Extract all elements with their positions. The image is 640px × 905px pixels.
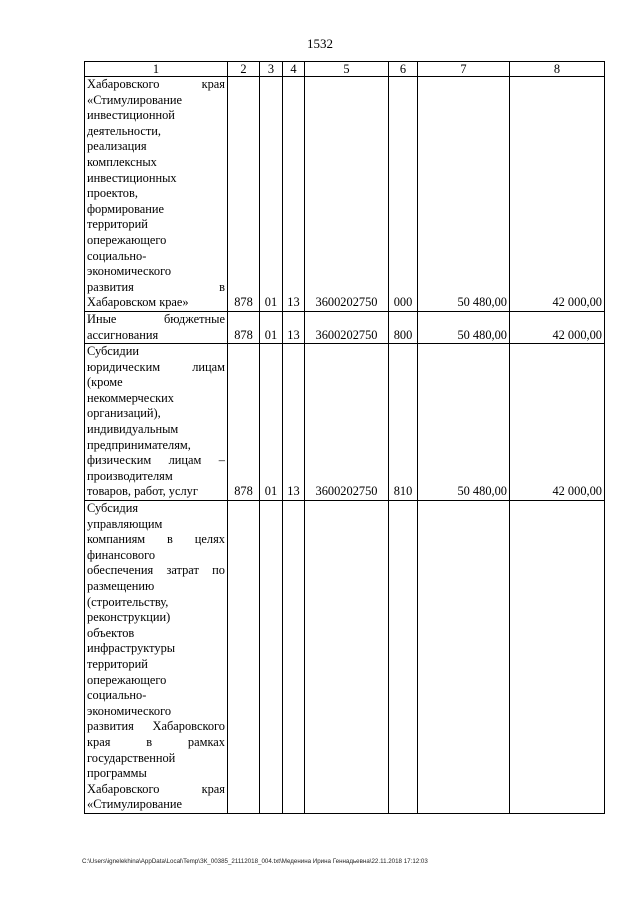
description-line: инвестиционной [87, 108, 175, 123]
description-line: деятельности, [87, 123, 162, 138]
description-line-last: Хабаровском крае» [87, 295, 189, 310]
expense-type-code [389, 501, 418, 814]
page-number: 1532 [307, 36, 333, 51]
description-line: программы [87, 766, 147, 781]
description-line: Субсидии [87, 344, 139, 359]
amount-col-8: 42 000,00 [510, 77, 605, 312]
header-col-2: 2 [228, 62, 260, 77]
description-line: реконструкции) [87, 610, 171, 625]
section-code [260, 501, 283, 814]
description-line: проектов, [87, 186, 138, 201]
table-row [85, 501, 605, 814]
description-line: размещению [87, 579, 155, 593]
amount-col-8 [510, 501, 605, 814]
description-line: обеспечения затрат по [87, 563, 225, 578]
table-row [85, 344, 605, 501]
description-line: Хабаровского края [87, 781, 225, 796]
description-line: формирование [87, 201, 165, 216]
description-line-last: товаров, работ, услуг [87, 484, 198, 499]
amount-col-8: 42 000,00 [510, 344, 605, 501]
description-line: территорий [87, 217, 148, 232]
admin-code: 878 [228, 311, 260, 343]
row-description [85, 311, 228, 343]
description-line: территорий [87, 656, 148, 671]
section-code: 01 [260, 77, 283, 312]
description-line-last: ассигнования [87, 327, 159, 342]
description-line: реализация [87, 139, 147, 154]
header-col-1: 1 [85, 62, 228, 77]
expense-type-code: 800 [389, 311, 418, 343]
expense-type-code: 000 [389, 77, 418, 312]
subsection-code: 13 [283, 311, 305, 343]
description-line-last: «Стимулирование [87, 797, 182, 812]
description-line: объектов [87, 625, 135, 640]
description-line: развития в [87, 279, 225, 294]
description-line: опережающего [87, 232, 167, 247]
row-description [85, 501, 228, 814]
description-line: юридическим лицам [87, 359, 225, 374]
header-col-6: 6 [389, 62, 418, 77]
description-line: «Стимулирование [87, 92, 182, 107]
row-description [85, 344, 228, 501]
amount-col-7: 50 480,00 [418, 311, 510, 343]
description-line: развития Хабаровского [87, 719, 225, 734]
target-article-code: 3600202750 [305, 311, 389, 343]
subsection-code: 13 [283, 344, 305, 501]
description-line: экономического [87, 703, 172, 718]
subsection-code [283, 501, 305, 814]
row-description [85, 77, 228, 312]
section-code: 01 [260, 311, 283, 343]
description-line: организаций), [87, 406, 161, 421]
target-article-code: 3600202750 [305, 344, 389, 501]
target-article-code [305, 501, 389, 814]
expense-type-code: 810 [389, 344, 418, 501]
admin-code: 878 [228, 344, 260, 501]
description-line: опережающего [87, 672, 167, 687]
header-col-4: 4 [283, 62, 305, 77]
description-line: Иные бюджетные [87, 311, 225, 326]
admin-code: 878 [228, 77, 260, 312]
description-line: экономического [87, 264, 172, 279]
description-line: Хабаровского края [87, 77, 225, 91]
budget-table [84, 61, 605, 814]
amount-col-8: 42 000,00 [510, 311, 605, 343]
description-line: Субсидия [87, 501, 139, 516]
description-line: финансового [87, 547, 156, 562]
section-code: 01 [260, 344, 283, 501]
amount-col-7: 50 480,00 [418, 77, 510, 312]
amount-col-7 [418, 501, 510, 814]
target-article-code: 3600202750 [305, 77, 389, 312]
description-line: (кроме [87, 375, 123, 390]
description-line: некоммерческих [87, 390, 174, 405]
description-line: государственной [87, 750, 176, 765]
amount-col-7: 50 480,00 [418, 344, 510, 501]
description-line: края в рамках [87, 734, 225, 749]
header-col-5: 5 [305, 62, 389, 77]
description-line: социально- [87, 248, 147, 263]
description-line: управляющим [87, 516, 163, 531]
description-line: (строительству, [87, 594, 169, 609]
description-line: компаниям в целях [87, 532, 225, 547]
description-line: комплексных [87, 154, 157, 169]
header-col-7: 7 [418, 62, 510, 77]
subsection-code: 13 [283, 77, 305, 312]
header-row [85, 62, 605, 77]
description-line: физическим лицам – [87, 453, 225, 468]
header-col-8: 8 [510, 62, 605, 77]
description-line: предпринимателям, [87, 437, 191, 452]
table-row [85, 311, 605, 343]
table-row [85, 77, 605, 312]
description-line: инфраструктуры [87, 641, 176, 656]
description-line: индивидуальным [87, 422, 179, 437]
description-line: производителям [87, 468, 173, 483]
table-body [85, 77, 605, 814]
admin-code [228, 501, 260, 814]
description-line: социально- [87, 688, 147, 703]
file-path-footer: C:\Users\ignelekhina\AppData\Local\Temp\ЗК_00385_21112018_004.txt\Меденина Ирина Геннадьевна\22.11.2018 17:12:03 [82, 858, 428, 865]
header-col-3: 3 [260, 62, 283, 77]
description-line: инвестиционных [87, 170, 177, 185]
